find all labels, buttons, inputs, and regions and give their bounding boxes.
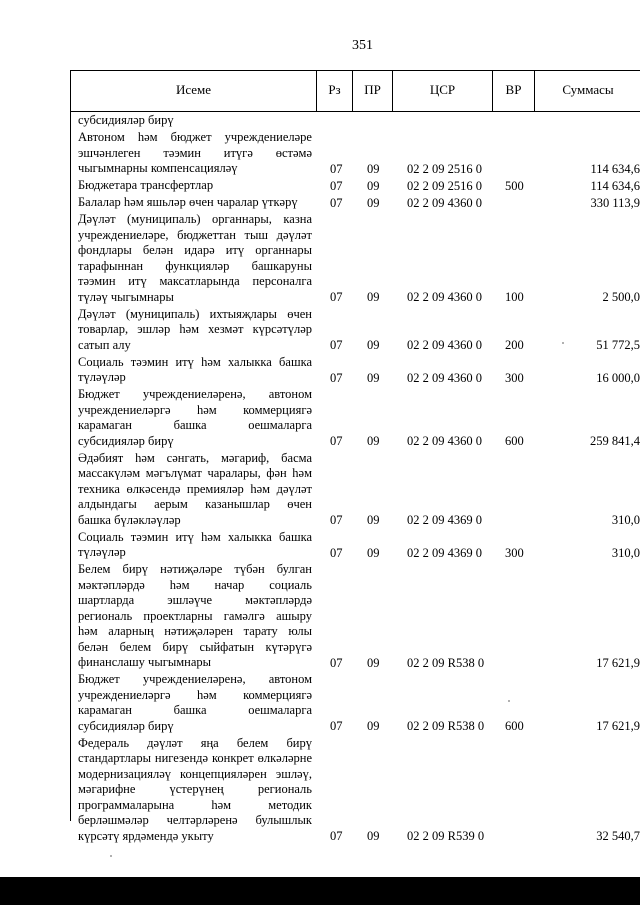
row-vr: 200 bbox=[505, 338, 524, 352]
row-name-line: Автоном һәм бюджет учреждениеләре bbox=[78, 130, 312, 144]
row-csr: 02 2 09 2516 0 bbox=[407, 178, 482, 193]
table-row bbox=[0, 530, 640, 561]
row-name-line: товарлар, эшләр һәм хезмәт күрсәтүләр bbox=[78, 322, 312, 336]
row-csr: 02 2 09 4360 0 bbox=[407, 290, 482, 304]
row-name-line: чыгымнарны компенсацияләү bbox=[78, 161, 238, 175]
row-rz: 07 bbox=[330, 161, 343, 176]
row-csr: 02 2 09 2516 0 bbox=[407, 161, 482, 176]
table-row bbox=[0, 113, 640, 129]
row-name-line: шартларда эшләүче мәктәпләрдә bbox=[78, 593, 312, 607]
row-rz: 07 bbox=[330, 290, 343, 304]
row-name bbox=[78, 195, 312, 211]
row-name bbox=[78, 736, 312, 845]
row-name-line: сатып алу bbox=[78, 337, 131, 352]
row-sum: 114 634,6 bbox=[590, 161, 640, 176]
row-rz: 07 bbox=[330, 178, 343, 193]
header-rz: Рз bbox=[317, 71, 353, 111]
row-name bbox=[78, 113, 312, 129]
row-name-line: мәктәпләрдә һәм начар социаль bbox=[78, 577, 312, 592]
table-row bbox=[0, 178, 640, 194]
row-name-line: модернизацияләү концепцияләрен эшләү, bbox=[78, 766, 312, 781]
row-sum: 32 540,7 bbox=[596, 829, 640, 843]
header-vr: ВР bbox=[493, 71, 535, 111]
row-csr: 02 2 09 4360 0 bbox=[407, 434, 482, 448]
row-name-line: Дәүләт (муниципаль) органнары, казна bbox=[78, 212, 312, 226]
header-csr: ЦСР bbox=[393, 71, 493, 111]
table-row bbox=[0, 212, 640, 305]
table-row bbox=[0, 387, 640, 449]
row-pr: 09 bbox=[367, 338, 380, 352]
row-name-line: Дәүләт (муниципаль) ихтыяҗлары өчен bbox=[78, 306, 312, 321]
table-row bbox=[0, 672, 640, 734]
row-name-line: Балалар һәм яшьләр өчен чаралар үткәрү bbox=[78, 195, 298, 209]
row-name-line: карамаган башка оешмаларга bbox=[78, 418, 312, 432]
row-vr: 600 bbox=[505, 719, 524, 733]
row-name-line: алдындагы аерым казанышлар өчен bbox=[78, 497, 312, 511]
row-name-line: тәэмин итү максатларында персоналга bbox=[78, 274, 312, 288]
row-rz: 07 bbox=[330, 338, 343, 352]
row-name-line: түләү чыгымнары bbox=[78, 289, 174, 304]
table-row bbox=[0, 355, 640, 386]
row-csr: 02 2 09 R538 0 bbox=[407, 719, 485, 733]
row-name-line: субсидияләр бирү bbox=[78, 718, 174, 733]
row-sum: 16 000,0 bbox=[596, 370, 640, 385]
row-rz: 07 bbox=[330, 655, 343, 670]
row-name-line: учреждениеләргә һәм коммерциягә bbox=[78, 402, 312, 417]
row-sum: 17 621,9 bbox=[596, 655, 640, 670]
row-name-line: күрсәтү ярдәмендә укыту bbox=[78, 828, 214, 843]
row-pr: 09 bbox=[367, 829, 380, 843]
row-name-line: башка бүләкләүләр bbox=[78, 512, 181, 527]
row-csr: 02 2 09 R539 0 bbox=[407, 829, 485, 843]
row-rz: 07 bbox=[330, 370, 343, 385]
row-name-line: финанслашу чыгымнары bbox=[78, 655, 212, 669]
row-name-line: программаларына һәм методик bbox=[78, 797, 312, 812]
row-name-line: фондлары белән идарә итү органнары bbox=[78, 243, 312, 257]
row-name bbox=[78, 530, 312, 561]
row-pr: 09 bbox=[367, 370, 380, 385]
row-sum: 17 621,9 bbox=[596, 719, 640, 733]
row-csr: 02 2 09 4369 0 bbox=[407, 513, 482, 527]
row-name-line: массакүләм мәгълүмат чаралары, фән һәм bbox=[78, 466, 312, 480]
row-name bbox=[78, 355, 312, 386]
row-name-line: региональ проектларны гамәлгә ашыру bbox=[78, 608, 312, 623]
row-name-line: тарафыннан функцияләр башкаруны bbox=[78, 258, 312, 273]
row-name-line: Бюджет учреждениеләренә, автоном bbox=[78, 672, 312, 686]
row-name bbox=[78, 672, 312, 734]
header-name: Исеме bbox=[71, 71, 317, 111]
row-name-line: Бюджетара трансфертлар bbox=[78, 178, 214, 192]
row-rz: 07 bbox=[330, 545, 343, 560]
row-sum: 114 634,6 bbox=[590, 178, 640, 193]
row-name-line: Бюджет учреждениеләренә, автоном bbox=[78, 387, 312, 401]
row-pr: 09 bbox=[367, 290, 380, 304]
table-row bbox=[0, 130, 640, 177]
row-name-line: эшчәнлеген тәэмин итүгә өстәмә bbox=[78, 145, 312, 160]
row-name-line: субсидияләр бирү bbox=[78, 113, 174, 127]
row-pr: 09 bbox=[367, 655, 380, 670]
row-name-line: берләшмәләр челтәрләренә булышлык bbox=[78, 813, 312, 827]
row-name bbox=[78, 130, 312, 177]
header-pr: ПР bbox=[353, 71, 393, 111]
row-csr: 02 2 09 R538 0 bbox=[407, 655, 485, 670]
row-name bbox=[78, 178, 312, 194]
row-sum: 2 500,0 bbox=[602, 290, 640, 304]
page-number: 351 bbox=[352, 38, 373, 53]
row-name-line: карамаган башка оешмаларга bbox=[78, 703, 312, 717]
row-sum: 259 841,4 bbox=[590, 434, 640, 448]
scan-speck bbox=[562, 342, 564, 344]
row-csr: 02 2 09 4360 0 bbox=[407, 195, 482, 210]
table-row bbox=[0, 195, 640, 211]
table-row bbox=[0, 562, 640, 671]
row-csr: 02 2 09 4360 0 bbox=[407, 370, 482, 385]
row-pr: 09 bbox=[367, 719, 380, 733]
row-name-line: техника өлкәсендә премияләр һәм дәүләт bbox=[78, 481, 312, 496]
row-sum: 51 772,5 bbox=[596, 338, 640, 352]
row-pr: 09 bbox=[367, 178, 380, 193]
row-name-line: учреждениеләре, бюджеттан тыш дәүләт bbox=[78, 227, 312, 242]
row-pr: 09 bbox=[367, 513, 380, 527]
row-name-line: Социаль тәэмин итү һәм халыкка башка bbox=[78, 529, 312, 544]
row-name-line: субсидияләр бирү bbox=[78, 433, 174, 448]
row-csr: 02 2 09 4369 0 bbox=[407, 545, 482, 560]
row-pr: 09 bbox=[367, 195, 380, 210]
row-name-line: Социаль тәэмин итү һәм халыкка башка bbox=[78, 354, 312, 369]
row-name-line: Федераль дәүләт яңа белем бирү bbox=[78, 735, 312, 750]
scan-speck bbox=[110, 855, 112, 857]
row-csr: 02 2 09 4360 0 bbox=[407, 338, 482, 352]
header-sum: Суммасы bbox=[562, 82, 614, 97]
row-name-line: стандартлары нигезендә конкрет өлкәләрне bbox=[78, 751, 312, 765]
row-rz: 07 bbox=[330, 434, 343, 448]
row-vr: 100 bbox=[505, 290, 524, 304]
table-row bbox=[0, 307, 640, 354]
table-header bbox=[70, 70, 640, 112]
row-sum: 310,0 bbox=[611, 513, 640, 527]
row-name bbox=[78, 387, 312, 449]
row-name bbox=[78, 451, 312, 529]
row-sum: 310,0 bbox=[611, 545, 640, 560]
table-row bbox=[0, 451, 640, 529]
row-vr: 600 bbox=[505, 434, 524, 448]
scan-speck bbox=[508, 700, 510, 702]
row-vr: 300 bbox=[505, 545, 524, 560]
row-pr: 09 bbox=[367, 434, 380, 448]
row-name bbox=[78, 562, 312, 671]
row-vr: 500 bbox=[505, 178, 524, 193]
row-pr: 09 bbox=[367, 545, 380, 560]
row-rz: 07 bbox=[330, 195, 343, 210]
row-name-line: түләүләр bbox=[78, 545, 126, 559]
row-rz: 07 bbox=[330, 829, 343, 843]
row-pr: 09 bbox=[367, 161, 380, 176]
row-rz: 07 bbox=[330, 513, 343, 527]
row-name bbox=[78, 307, 312, 354]
table-row bbox=[0, 736, 640, 845]
row-vr: 300 bbox=[505, 370, 524, 385]
row-name-line: түләүләр bbox=[78, 370, 126, 384]
row-name bbox=[78, 212, 312, 305]
row-name-line: Әдәбият һәм сәнгать, мәгариф, басма bbox=[78, 450, 312, 465]
row-name-line: мәгарифне үстерүнең региональ bbox=[78, 782, 312, 796]
row-name-line: учреждениеләргә һәм коммерциягә bbox=[78, 687, 312, 702]
row-name-line: Белем бирү нәтиҗәләре түбән булган bbox=[78, 562, 312, 576]
row-rz: 07 bbox=[330, 719, 343, 733]
row-name-line: белән белем бирү сыйфатын күтәрүгә bbox=[78, 639, 312, 654]
row-sum: 330 113,9 bbox=[590, 195, 640, 210]
row-name-line: һәм аларның нәтиҗәләрен тарату юлы bbox=[78, 624, 312, 638]
